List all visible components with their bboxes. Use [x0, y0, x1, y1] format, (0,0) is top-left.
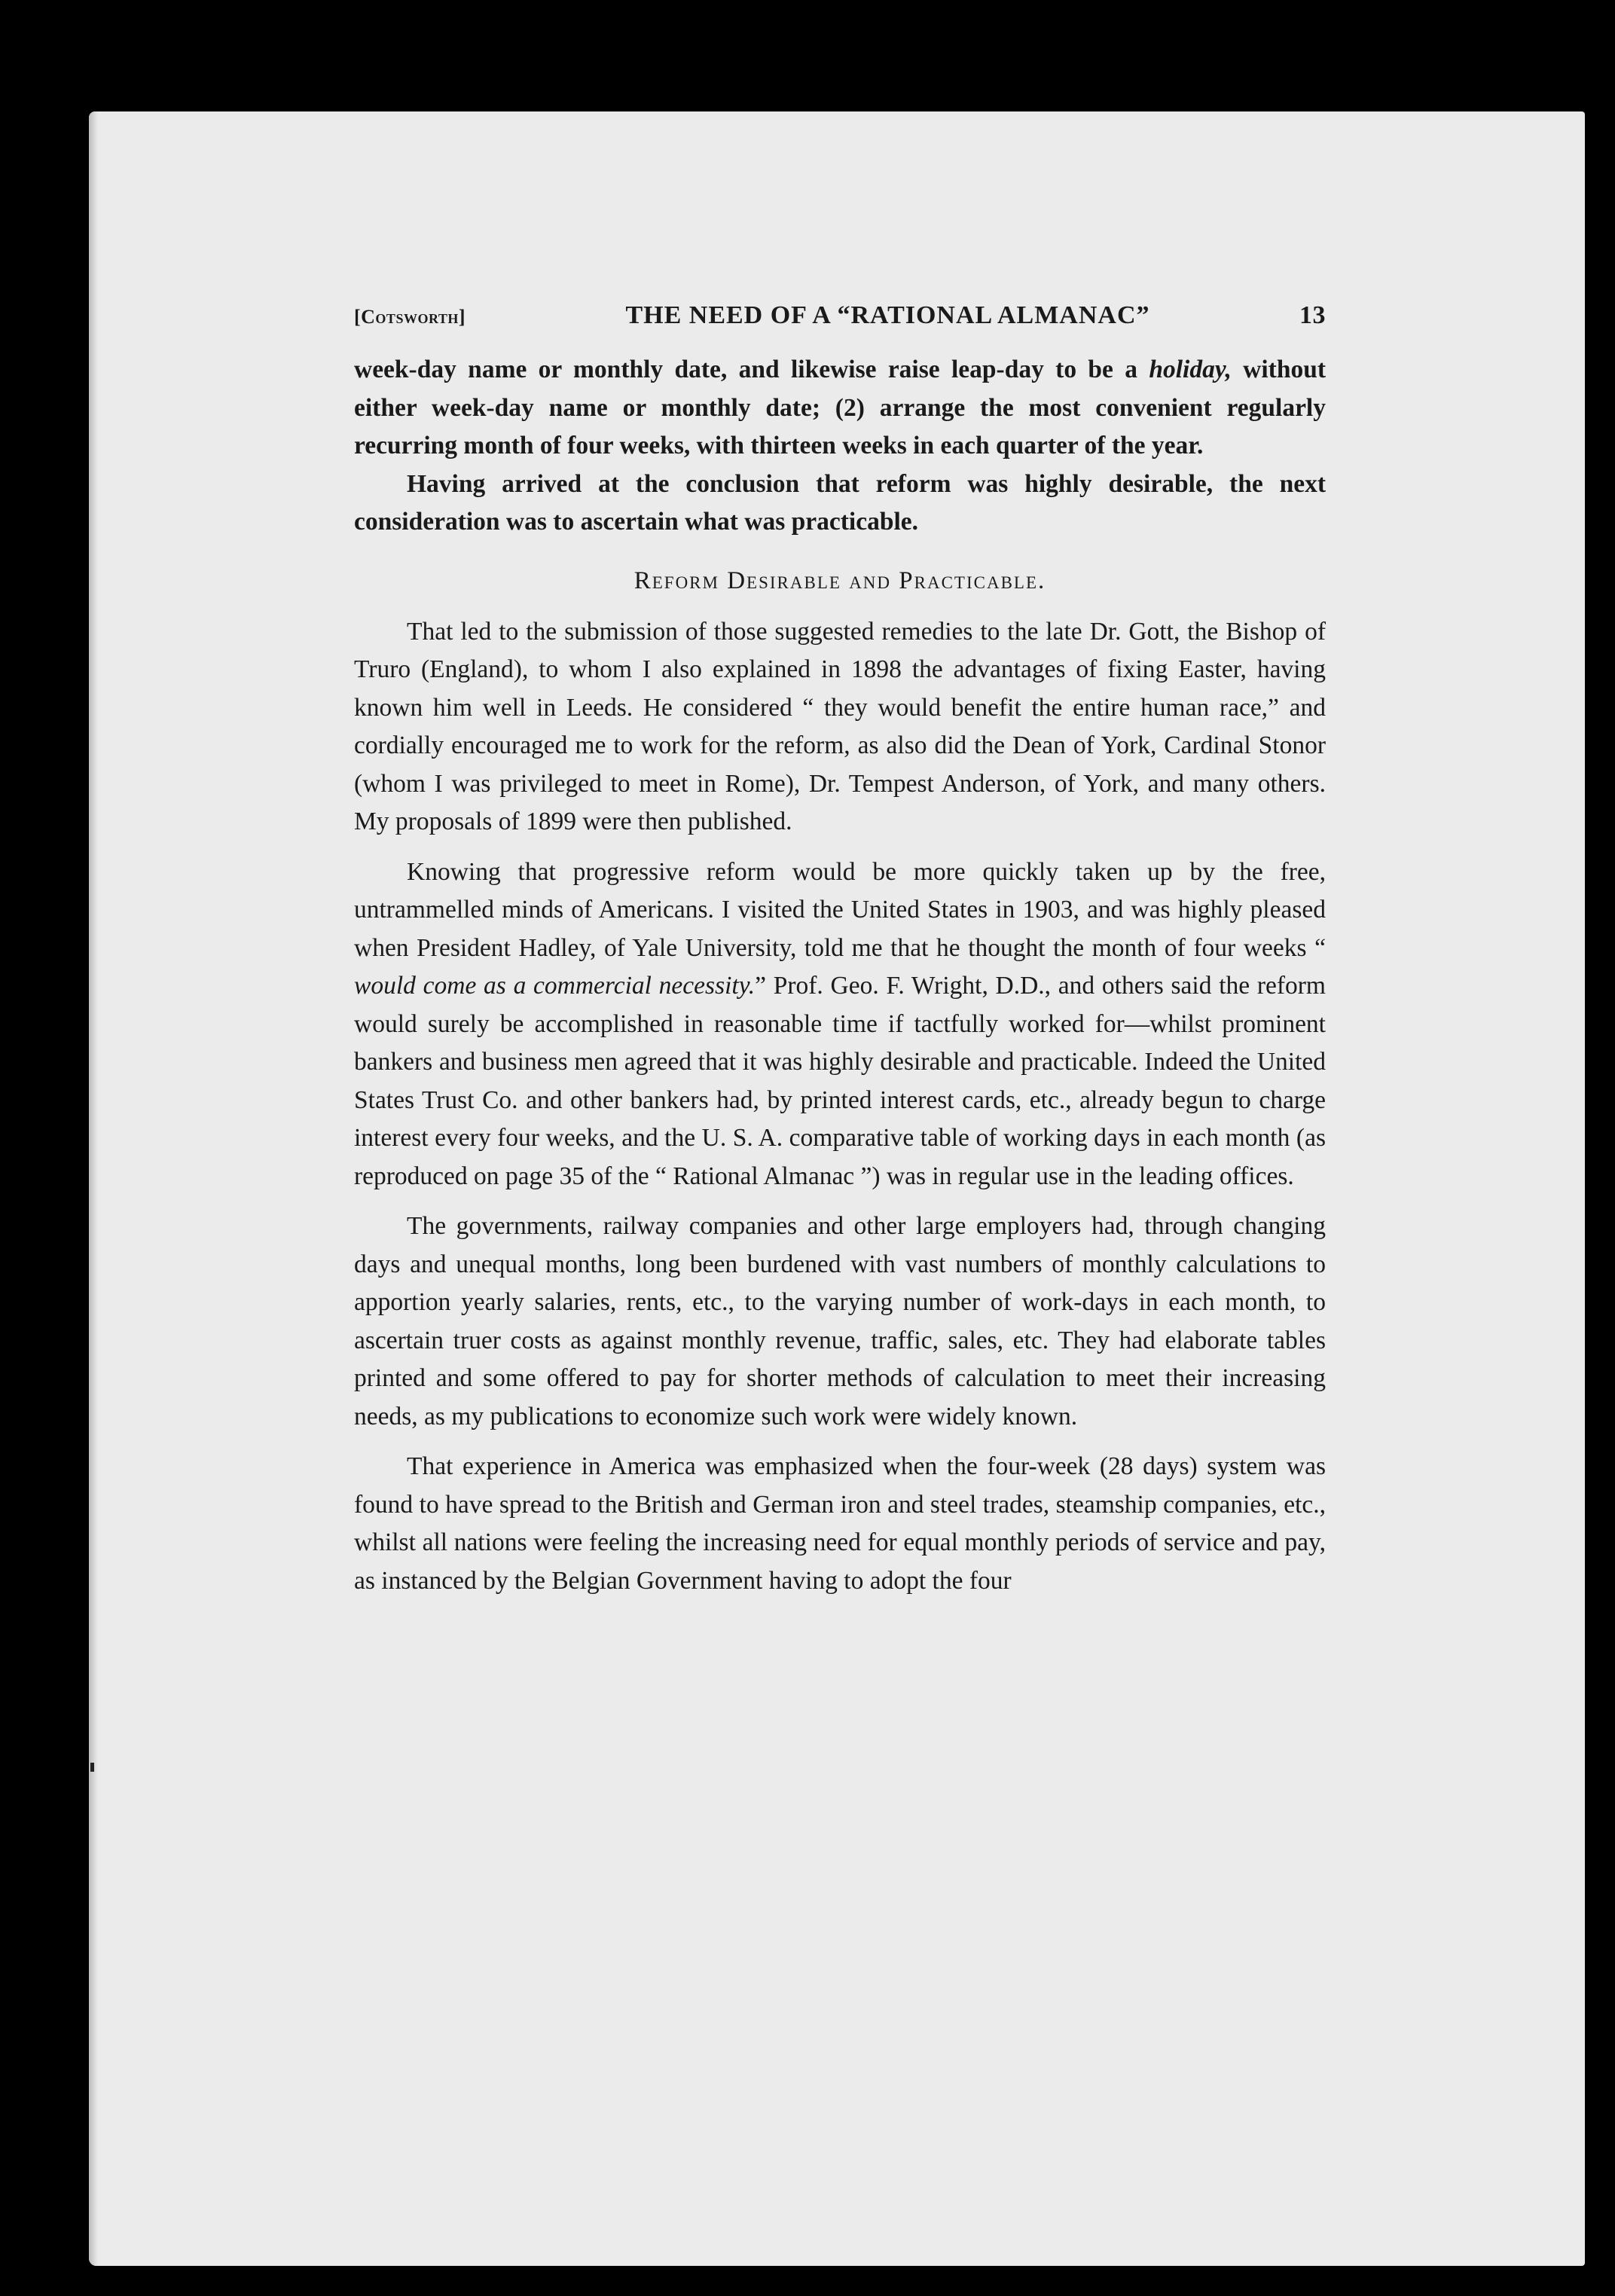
- margin-mark: [90, 1763, 94, 1772]
- running-header: [354, 301, 1326, 330]
- p5-text: The governments, railway companies and other large employers had, through changing days and unequal months, long been burdened with vast numbers of monthly calculations to apportion yearly salaries, rents, etc., to the varying number of work-days in each month, to ascertain truer costs as against monthly revenue, traffic, sales, etc. They had elaborate tables printed and some offered to pay for shorter methods of calculation to meet their increasing needs, as my publications to economize such work were widely known.: [354, 1212, 1326, 1430]
- p4-text-b: ” Prof. Geo. F. Wright, D.D., and others said the reform would surely be accomplished in reasonable time if tactfully worked for—whilst prominent bankers and business men agreed that it was highly desirable and practicable. Indeed the United States Trust Co. and other bankers had, by printed interest cards, etc., already begun to charge interest every four weeks, and the U. S. A. comparative table of working days in each month (as reproduced on page 35 of the “ Rational Almanac ”) was in regular use in the leading offices.: [354, 972, 1326, 1190]
- paragraph-submission: [354, 613, 1326, 841]
- p4-text-italic: would come as a commercial necessity.: [354, 972, 756, 1000]
- paragraph-conclusion: [354, 466, 1326, 542]
- header-author: [Cotsworth]: [354, 306, 466, 328]
- paragraph-governments: [354, 1208, 1326, 1436]
- paragraph-continuation: [354, 351, 1326, 466]
- paragraph-americans: [354, 853, 1326, 1196]
- p1-text-b: without either week-day name or monthly date; (2) arrange the most convenient regularly recurring month of four weeks, with thirteen weeks in each quarter of the year.: [354, 356, 1326, 460]
- p3-text: That led to the submission of those suggested remedies to the late Dr. Gott, the Bishop of Truro (England), to whom I also explained in 1898 the advantages of fixing Easter, having known him well in Leeds. He considered “ they would benefit the entire human race,” and cordially encouraged me to work for the reform, as also did the Dean of York, Cardinal Stonor (whom I was privileged to meet in Rome), Dr. Tempest Anderson, of York, and many others. My proposals of 1899 were then published.: [354, 617, 1326, 835]
- p1-text-a: week-day name or monthly date, and likewise raise leap-day to be a: [354, 356, 1149, 383]
- header-title: THE NEED OF A “RATIONAL ALMANAC”: [625, 301, 1150, 329]
- p4-text-a: Knowing that progressive reform would be more quickly taken up by the free, untrammelled minds of Americans. I visited the United States in 1903, and was highly pleased when President Hadley, of Yale University, told me that he thought the month of four weeks “: [354, 857, 1326, 962]
- paragraph-experience: [354, 1448, 1326, 1600]
- page-text-block: [354, 301, 1326, 1600]
- section-heading: Reform Desirable and Practicable.: [633, 566, 1046, 594]
- page-number: 13: [1299, 301, 1326, 329]
- page-edge-shadow: [89, 111, 98, 2266]
- p6-text: That experience in America was emphasized when the four-week (28 days) system was found to have spread to the British and German iron and steel trades, steamship companies, etc., whilst all nations were feeling the increasing need for equal monthly periods of service and pay, as instanced by the Belgian Government having to adopt the four: [354, 1452, 1326, 1595]
- p2-text: Having arrived at the conclusion that reform was highly desirable, the next consideration was to ascertain what was practicable.: [354, 469, 1326, 536]
- p1-text-italic: holiday,: [1149, 356, 1232, 383]
